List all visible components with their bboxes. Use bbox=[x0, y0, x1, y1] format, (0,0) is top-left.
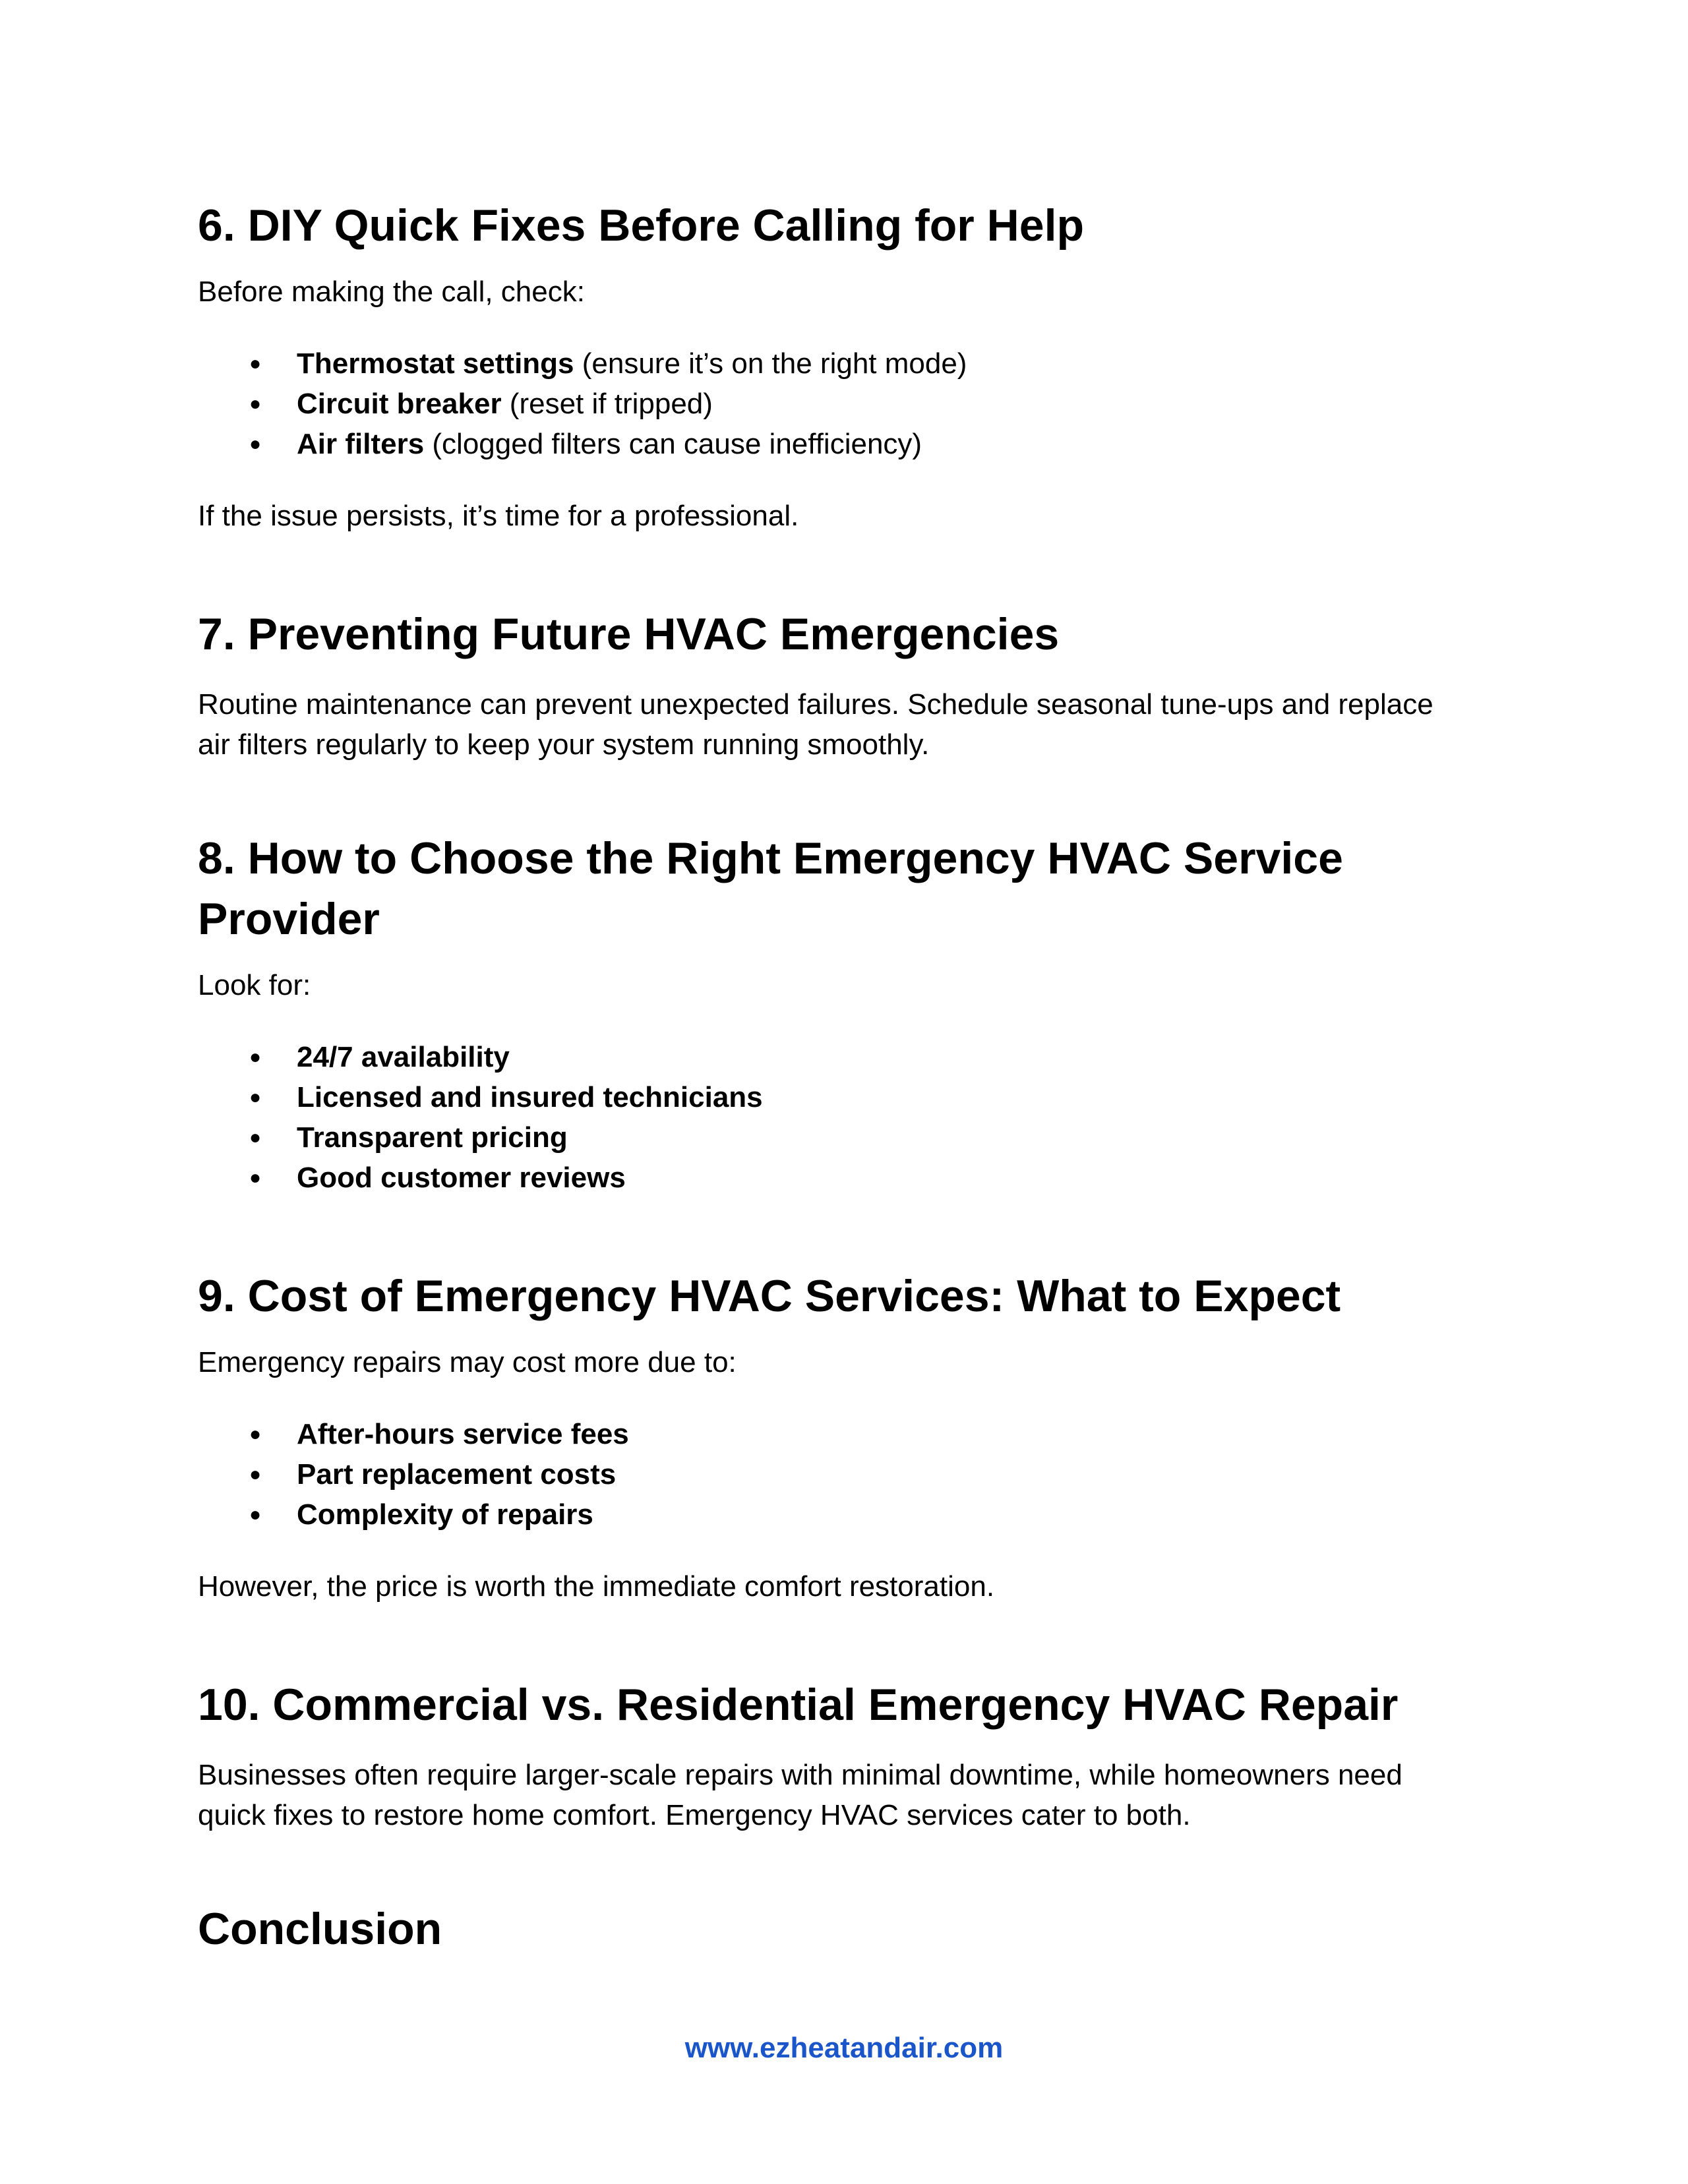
list-item-bold: 24/7 availability bbox=[297, 1041, 510, 1073]
list-item bbox=[198, 1077, 1510, 1117]
section-heading: 9. Cost of Emergency HVAC Services: What to Expect bbox=[198, 1271, 1341, 1321]
bullet-icon: ● bbox=[249, 1504, 262, 1525]
bullet-icon: ● bbox=[249, 353, 262, 374]
section-intro: Look for: bbox=[198, 969, 311, 1001]
section-commercial-vs-residential bbox=[198, 1674, 1510, 1835]
list-item bbox=[198, 1454, 1510, 1494]
list-item-bold: Air filters bbox=[297, 428, 425, 460]
section-body-line-1: Businesses often require larger-scale repairs with minimal downtime, while homeowners need bbox=[198, 1759, 1402, 1791]
footer-website-link[interactable]: www.ezheatandair.com bbox=[684, 2032, 1004, 2064]
list-item-bold: Thermostat settings bbox=[297, 347, 574, 380]
list-item bbox=[198, 1414, 1510, 1454]
list-item-text: (clogged filters can cause inefficiency) bbox=[424, 428, 922, 460]
list-item-bold: Complexity of repairs bbox=[297, 1498, 593, 1531]
bullet-icon: ● bbox=[249, 1046, 262, 1068]
bullet-icon: ● bbox=[249, 1463, 262, 1485]
list-item bbox=[198, 1158, 1510, 1198]
section-diy-quick-fixes bbox=[198, 195, 1510, 536]
list-item bbox=[198, 1037, 1510, 1077]
list-item bbox=[198, 424, 1510, 464]
section-body-line-2: quick fixes to restore home comfort. Emergency HVAC services cater to both. bbox=[198, 1799, 1191, 1831]
bullet-list bbox=[198, 1037, 1510, 1198]
list-item bbox=[198, 1494, 1510, 1535]
list-item-bold: Licensed and insured technicians bbox=[297, 1081, 763, 1113]
bullet-icon: ● bbox=[249, 393, 262, 415]
section-intro: Emergency repairs may cost more due to: bbox=[198, 1346, 737, 1378]
bullet-list bbox=[198, 1414, 1510, 1535]
bullet-icon: ● bbox=[249, 1086, 262, 1108]
section-choose-provider bbox=[198, 828, 1510, 1198]
section-conclusion bbox=[198, 1899, 1510, 1959]
section-heading: 6. DIY Quick Fixes Before Calling for Help bbox=[198, 200, 1084, 251]
list-item bbox=[198, 343, 1510, 384]
list-item-bold: After-hours service fees bbox=[297, 1418, 629, 1450]
section-heading: 7. Preventing Future HVAC Emergencies bbox=[198, 609, 1060, 659]
section-preventing-emergencies bbox=[198, 604, 1510, 765]
section-heading-line-1: 8. How to Choose the Right Emergency HVAC Service bbox=[198, 833, 1343, 883]
bullet-icon: ● bbox=[249, 1127, 262, 1148]
section-outro: However, the price is worth the immediate comfort restoration. bbox=[198, 1570, 995, 1603]
list-item-text: (ensure it’s on the right mode) bbox=[574, 347, 967, 380]
section-heading-line-2: Provider bbox=[198, 894, 380, 944]
list-item-text: (reset if tripped) bbox=[501, 388, 713, 420]
section-cost bbox=[198, 1266, 1510, 1607]
bullet-list bbox=[198, 343, 1510, 464]
list-item-bold: Circuit breaker bbox=[297, 388, 502, 420]
bullet-icon: ● bbox=[249, 433, 262, 455]
list-item-bold: Part replacement costs bbox=[297, 1458, 617, 1490]
section-heading: Conclusion bbox=[198, 1904, 442, 1954]
bullet-icon: ● bbox=[249, 1167, 262, 1189]
section-heading: 10. Commercial vs. Residential Emergency HVAC Repair bbox=[198, 1680, 1399, 1730]
section-intro: Before making the call, check: bbox=[198, 276, 585, 308]
list-item bbox=[198, 384, 1510, 424]
list-item-bold: Good customer reviews bbox=[297, 1162, 626, 1194]
list-item bbox=[198, 1117, 1510, 1158]
section-body: Routine maintenance can prevent unexpected failures. Schedule seasonal tune-ups and replace air filters regularly to keep your system running smoothly. bbox=[198, 688, 1433, 761]
bullet-icon: ● bbox=[249, 1423, 262, 1445]
list-item-bold: Transparent pricing bbox=[297, 1121, 568, 1154]
section-outro: If the issue persists, it’s time for a professional. bbox=[198, 500, 799, 532]
